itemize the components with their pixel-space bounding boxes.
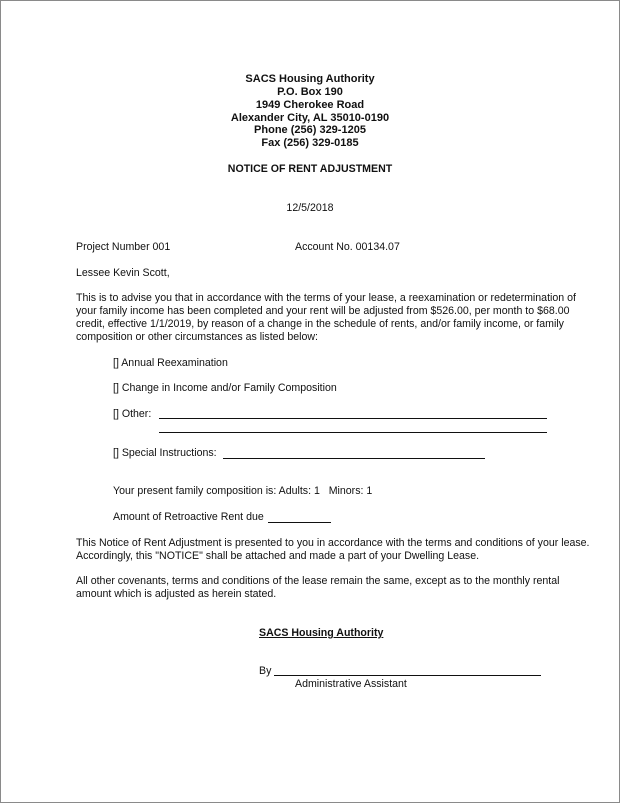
checkbox-change-income: [] Change in Income and/or Family Composition (113, 382, 337, 394)
intro-paragraph: This is to advise you that in accordance with the terms of your lease, a reexamination or redetermination of your family income has been completed and your rent will be adjusted from $526.00, per month to $68.00 credit, effective 1/1/2019, by reason of a change in the schedule of rents, and/or family income, or family composition or other circumstances as listed below: (76, 292, 576, 343)
signature-title: Administrative Assistant (295, 678, 407, 690)
account-number: Account No. 00134.07 (295, 241, 400, 253)
project-number: Project Number 001 (76, 241, 171, 253)
city-state-zip: Alexander City, AL 35010-0190 (230, 112, 390, 124)
signature-line (274, 675, 541, 676)
other-line-2 (159, 432, 547, 433)
signature-by-label: By (259, 665, 272, 677)
po-box: P.O. Box 190 (277, 86, 343, 98)
signature-org: SACS Housing Authority (259, 627, 384, 639)
retroactive-rent-label: Amount of Retroactive Rent due (113, 511, 264, 523)
checkbox-special-instructions: [] Special Instructions: (113, 447, 217, 459)
other-line-1 (159, 418, 547, 419)
notice-title: NOTICE OF RENT ADJUSTMENT (227, 163, 393, 175)
phone-number: Phone (256) 329-1205 (254, 124, 366, 136)
fax-number: Fax (256) 329-0185 (261, 137, 359, 149)
covenants-paragraph: All other covenants, terms and conditions of the lease remain the same, except as to the monthly rental amount which is adjusted as herein stated. (76, 575, 560, 600)
notice-paragraph: This Notice of Rent Adjustment is presented to you in accordance with the terms and conditions of your lease. Accordingly, this "NOTICE" shall be attached and made a part of your Dwelling Lease. (76, 537, 590, 562)
retroactive-rent-line (268, 522, 331, 523)
special-instructions-line (223, 458, 485, 459)
notice-date: 12/5/2018 (286, 202, 334, 214)
checkbox-other: [] Other: (113, 408, 152, 420)
salutation: Lessee Kevin Scott, (76, 267, 170, 279)
checkbox-annual-reexamination: [] Annual Reexamination (113, 357, 228, 369)
org-name: SACS Housing Authority (245, 73, 375, 85)
family-composition: Your present family composition is: Adults: 1 Minors: 1 (113, 485, 373, 497)
street-address: 1949 Cherokee Road (255, 99, 365, 111)
